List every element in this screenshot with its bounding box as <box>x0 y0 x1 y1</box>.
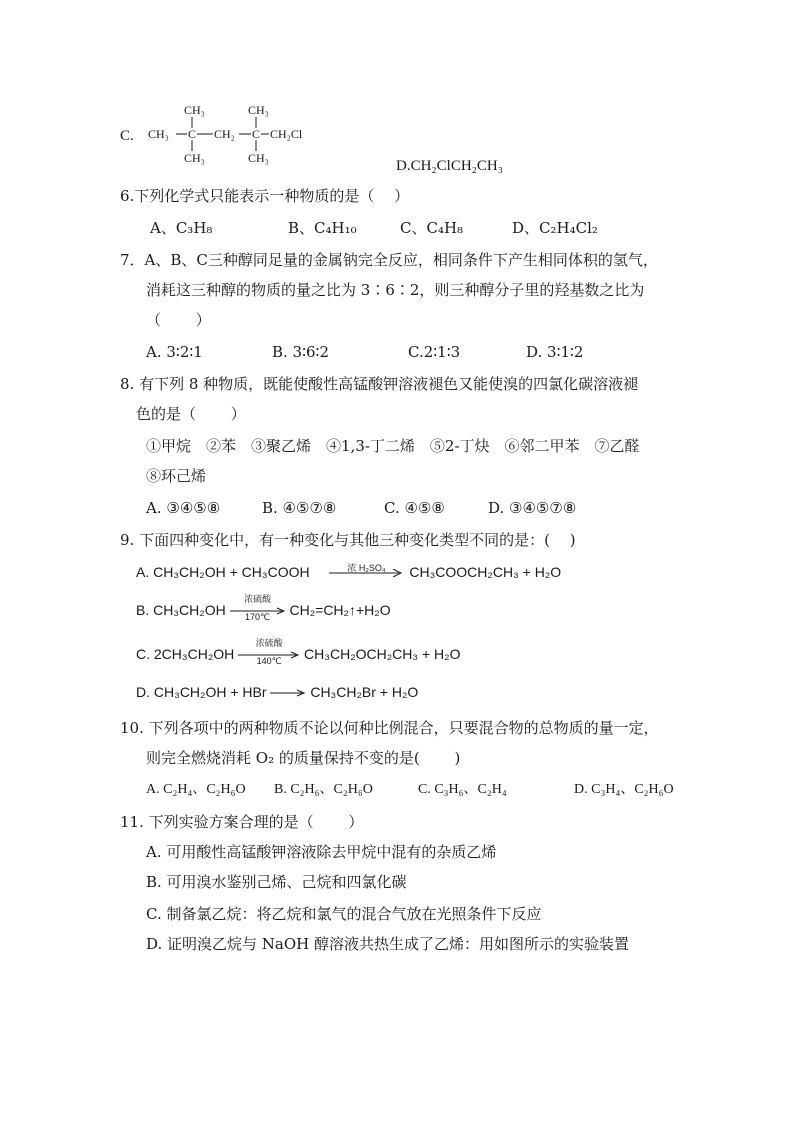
q8-option-d: D. ③④⑤⑦⑧ <box>488 499 577 517</box>
q9-c-reactants: 2CH₃CH₂OH <box>153 646 235 662</box>
struct-ch2: CH₂ <box>214 127 235 141</box>
struct-top-ch3-1: CH₃ <box>184 103 205 117</box>
q7-stem-line2: 消耗这三种醇的物质的量之比为 3∶6∶2，则三种醇分子里的羟基数之比为 <box>146 281 645 299</box>
struct-right-ch2cl: CH₂Cl <box>270 127 303 141</box>
q11-option-a: A. 可用酸性高锰酸钾溶液除去甲烷中混有的杂质乙烯 <box>146 843 497 861</box>
q9-c-products: CH₃CH₂OCH₂CH₃ + H₂O <box>304 646 461 662</box>
q9-c-label: C. <box>136 646 150 662</box>
struct-carbon-2: C <box>252 127 261 141</box>
q8-option-c: C. ④⑤⑧ <box>384 499 445 517</box>
q11-option-b: B. 可用溴水鉴别己烯、己烷和四氯化碳 <box>146 873 407 891</box>
q7-option-b: B. 3∶6∶2 <box>272 343 329 361</box>
q8-items-line1: ①甲烷 ②苯 ③聚乙烯 ④1,3-丁二烯 ⑤2-丁炔 ⑥邻二甲苯 ⑦乙醛 <box>146 437 640 455</box>
q11-stem: 11. 下列实验方案合理的是（ ） <box>120 813 364 831</box>
q9-option-c <box>136 638 461 667</box>
q6-option-b: B、C₄H₁₀ <box>288 219 357 237</box>
q9-a-products: CH₃COOCH₂CH₃ + H₂O <box>409 564 562 580</box>
q9-d-arrow <box>270 689 306 697</box>
struct-carbon-1: C <box>188 127 197 141</box>
q8-items-line2: ⑧环己烯 <box>146 467 207 485</box>
struct-bonds <box>118 100 318 170</box>
struct-bottom-ch3-1: CH₃ <box>184 151 205 165</box>
q11-option-d: D. 证明溴乙烷与 NaOH 醇溶液共热生成了乙烯：用如图所示的实验装置 <box>146 935 630 953</box>
q9-a-reactants: CH₃CH₂OH + CH₃COOH <box>153 564 310 580</box>
q9-c-arrow <box>238 638 300 667</box>
struct-top-ch3-2: CH₃ <box>248 103 269 117</box>
q10-option-b: B. C₂H₆、C₂H₆O <box>274 782 373 797</box>
q9-a-condition: 浓 H₂SO₄ <box>347 563 386 574</box>
q9-b-products: CH₂=CH₂↑+H₂O <box>289 602 391 618</box>
q9-b-label: B. <box>136 602 150 618</box>
q9-b-reactants: CH₃CH₂OH <box>153 602 226 618</box>
q5-option-d: D.CH₂ClCH₂CH₃ <box>396 158 503 174</box>
q8-option-a: A. ③④⑤⑧ <box>146 499 221 517</box>
q8-stem-line1: 8. 有下列 8 种物质，既能使酸性高锰酸钾溶液褪色又能使溴的四氯化碳溶液褪 <box>120 375 639 393</box>
q10-option-d: D. C₃H₄、C₂H₆O <box>574 782 674 797</box>
q5-option-c-structure <box>118 100 318 170</box>
q7-option-d: D. 3∶1∶2 <box>526 343 584 361</box>
q9-b-condition-top: 浓硫酸 <box>244 594 272 605</box>
q10-option-c: C. C₃H₆、C₂H₄ <box>418 782 507 797</box>
q9-a-arrow <box>329 563 403 577</box>
q9-option-a <box>136 562 561 582</box>
q6-option-d: D、C₂H₄Cl₂ <box>512 219 598 237</box>
q9-d-label: D. <box>136 684 150 700</box>
q6-option-c: C、C₄H₈ <box>400 219 464 237</box>
q9-option-d <box>136 682 418 702</box>
q10-option-a: A. C₂H₄、C₂H₆O <box>146 782 246 797</box>
q9-a-label: A. <box>136 564 150 580</box>
q9-d-reactants: CH₃CH₂OH + HBr <box>153 684 267 700</box>
q11-option-c: C. 制备氯乙烷：将乙烷和氯气的混合气放在光照条件下反应 <box>146 905 542 923</box>
q6-stem: 6.下列化学式只能表示一种物质的是（ ） <box>120 187 410 205</box>
q10-stem-line2: 则完全燃烧消耗 O₂ 的质量保持不变的是( ) <box>146 749 461 767</box>
q6-option-a: A、C₃H₈ <box>150 219 213 237</box>
q9-c-condition-top: 浓硫酸 <box>255 638 283 649</box>
arrow-right-icon <box>270 689 306 697</box>
q9-b-arrow <box>230 594 286 623</box>
q9-b-condition-bottom: 170℃ <box>245 612 271 623</box>
q9-c-condition-bottom: 140℃ <box>256 656 282 667</box>
q9-option-b <box>136 594 391 623</box>
q7-option-c: C.2∶1∶3 <box>408 343 461 361</box>
q7-stem-line3: （ ） <box>146 311 211 329</box>
q8-option-b: B. ④⑤⑦⑧ <box>262 499 337 517</box>
q10-stem-line1: 10. 下列各项中的两种物质不论以何种比例混合，只要混合物的总物质的量一定， <box>120 719 659 737</box>
q7-stem-line1: 7．A、B、C三种醇同足量的金属钠完全反应，相同条件下产生相同体积的氢气， <box>120 251 658 269</box>
q7-option-a: A. 3∶2∶1 <box>146 343 203 361</box>
q9-d-products: CH₃CH₂Br + H₂O <box>310 684 419 700</box>
struct-bottom-ch3-2: CH₃ <box>248 151 269 165</box>
q8-stem-line2: 色的是（ ） <box>136 405 246 423</box>
struct-left-ch3: CH₃ <box>148 127 169 141</box>
q9-stem: 9. 下面四种变化中，有一种变化与其他三种变化类型不同的是：( ) <box>120 531 576 549</box>
q5-option-c-label: C. <box>120 128 134 144</box>
